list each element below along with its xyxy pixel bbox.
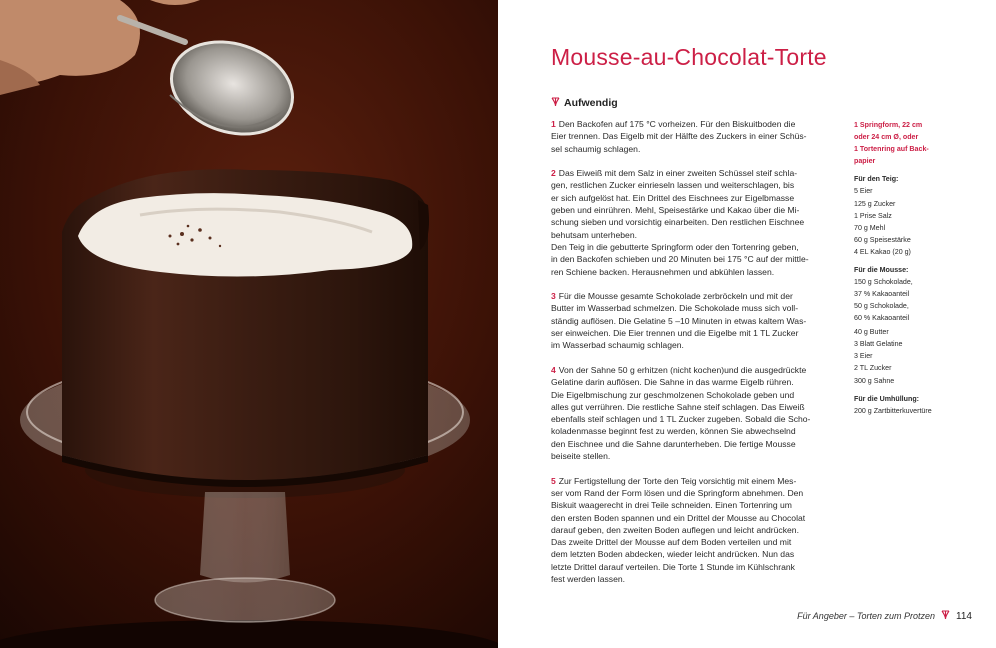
ingredient-item [854, 198, 964, 210]
instruction-text: Das Eiweiß mit dem Salz in einer zweiten Schüssel steif schla- [558, 168, 798, 179]
instruction-line [551, 413, 837, 425]
ingredient-item [854, 234, 964, 246]
ingredient-group-heading: Für den Teig: [854, 175, 899, 184]
ingredient-sidebar [854, 119, 964, 417]
instruction-text: fest werden lassen. [551, 573, 626, 584]
pan-note-line: 1 Tortenring auf Back- [854, 145, 929, 154]
whisk-icon [941, 610, 950, 622]
instruction-step [551, 118, 837, 155]
ingredient-text: 1 Prise Salz [854, 211, 892, 220]
chapter-breadcrumb: Für Angeber – Torten zum Protzen [797, 611, 936, 621]
instruction-line [551, 339, 837, 351]
ingredient-item [854, 185, 964, 197]
instruction-line [551, 290, 837, 302]
instruction-line [551, 229, 837, 241]
instruction-line [551, 561, 837, 573]
instruction-text: schung sieben und vorsichtig einarbeiten. Den restlichen Eischnee [551, 217, 805, 228]
ingredient-text: 3 Eier [854, 352, 873, 361]
instruction-text: Biskuit waagerecht in drei Teile schneiden. Einen Tortenring um [551, 500, 792, 511]
instruction-line [551, 499, 837, 511]
instruction-text: beiseite stellen. [551, 451, 611, 462]
ingredient-text: 37 % Kakaoanteil [854, 290, 910, 299]
ingredient-text: 200 g Zartbitterkuvertüre [854, 406, 932, 415]
step-number: 5 [551, 475, 556, 486]
step-number: 4 [551, 364, 556, 375]
ingredient-text: 2 TL Zucker [854, 364, 892, 373]
instruction-list [551, 118, 837, 598]
instruction-text: Von der Sahne 50 g erhitzen (nicht kochen)und die ausgedrückte [558, 364, 807, 375]
instruction-text: ständig auflösen. Die Gelatine 5 –10 Minuten in etwas kaltem Was- [551, 315, 807, 326]
step-number: 1 [551, 119, 556, 129]
whisk-icon [551, 94, 560, 112]
instruction-line [551, 143, 837, 155]
difficulty-indicator [551, 94, 618, 112]
ingredient-text: 4 EL Kakao (20 g) [854, 247, 911, 256]
instruction-text: Butter im Wasserbad schmelzen. Die Schokolade muss sich voll- [551, 303, 799, 314]
recipe-title: Mousse-au-Chocolat-Torte [551, 44, 827, 70]
instruction-text: dem letzten Boden abdecken, wieder leicht andrücken. Nun das [551, 549, 795, 560]
instruction-text: darauf geben, den zweiten Boden auflegen und leicht andrücken. [551, 524, 799, 535]
instruction-line [551, 327, 837, 339]
ingredient-text: 60 % Kakaoanteil [854, 314, 910, 323]
instruction-line [551, 438, 837, 450]
instruction-line [551, 450, 837, 462]
ingredient-text: 5 Eier [854, 187, 873, 196]
ingredient-text: 300 g Sahne [854, 376, 895, 385]
ingredient-item [854, 302, 964, 323]
instruction-step [551, 364, 837, 462]
instruction-line [551, 266, 837, 278]
page-number: 114 [956, 610, 972, 622]
instruction-line [551, 167, 837, 179]
instruction-text: Für die Mousse gesamte Schokolade zerbröckeln und mit der [558, 291, 793, 302]
instruction-line [551, 204, 837, 216]
instruction-text: in den Backofen schieben und 20 Minuten bei 175 °C auf der mittle- [551, 254, 809, 265]
instruction-text: gen, restlichen Zucker einrieseln lassen und weiterschlagen, bis [551, 180, 795, 191]
step-number: 3 [551, 291, 556, 302]
ingredient-item [854, 338, 964, 350]
ingredient-text: 125 g Zucker [854, 199, 896, 208]
instruction-line [551, 487, 837, 499]
ingredient-item [854, 362, 964, 374]
instruction-step [551, 475, 837, 586]
instruction-text: den Eischnee und die Sahne darunterheben. Die fertige Mousse [551, 438, 796, 449]
ingredient-text: 40 g Butter [854, 328, 889, 337]
instruction-text: ren Schiene backen. Herausnehmen und abkühlen lassen. [551, 266, 775, 277]
instruction-text: sel schaumig schlagen. [551, 143, 641, 154]
instruction-text: Zur Fertigstellung der Torte den Teig vorsichtig mit einem Mes- [558, 475, 797, 486]
instruction-text: alles gut verrühren. Die restliche Sahne steif schlagen. Das Eiweiß [551, 401, 805, 412]
instruction-line [551, 475, 837, 487]
recipe-page [498, 0, 996, 648]
ingredient-item [854, 246, 964, 258]
instruction-line [551, 179, 837, 191]
instruction-text: Den Teig in die gebutterte Springform oder den Tortenring geben, [551, 241, 799, 252]
instruction-text: den ersten Boden spannen und ein Drittel der Mousse au Chocolat [551, 512, 806, 523]
instruction-text: behutsam unterheben. [551, 229, 638, 240]
instruction-line [551, 425, 837, 437]
difficulty-label: Aufwendig [564, 97, 618, 109]
pan-note-line: 1 Springform, 22 cm [854, 121, 923, 129]
instruction-text: Den Backofen auf 175 °C vorheizen. Für den Biskuitboden die [558, 119, 796, 129]
instruction-line [551, 536, 837, 548]
instruction-step [551, 167, 837, 278]
ingredient-text: 60 g Speisestärke [854, 235, 911, 244]
instruction-line [551, 376, 837, 388]
instruction-text: ser einweichen. Die Eier trennen und die Eigelbe mit 1 TL Zucker [551, 328, 799, 339]
ingredient-item [854, 326, 964, 338]
ingredient-item [854, 278, 964, 299]
ingredient-item [854, 375, 964, 387]
ingredient-text: 50 g Schokolade, [854, 302, 909, 311]
instruction-line [551, 364, 837, 376]
instruction-line [551, 118, 837, 130]
instruction-text: geben und einrühren. Mehl, Speisestärke und Kakao über die Mi- [551, 205, 800, 216]
ingredient-item [854, 210, 964, 222]
instruction-text: Eier trennen. Das Eigelb mit der Hälfte des Zuckers in einer Schüs- [551, 131, 807, 142]
instruction-text: koladenmasse beginnt fest zu werden, können Sie abwechselnd [551, 426, 796, 437]
instruction-text: letzte Drittel darauf verteilen. Die Torte 1 Stunde im Kühlschrank [551, 561, 795, 572]
instruction-line [551, 192, 837, 204]
instruction-text: Das zweite Drittel der Mousse auf dem Boden verteilen und mit [551, 537, 792, 548]
instruction-text: im Wasserbad schaumig schlagen. [551, 340, 684, 351]
instruction-line [551, 216, 837, 228]
pan-note-line: oder 24 cm Ø, oder [854, 133, 919, 142]
instruction-line [551, 302, 837, 314]
instruction-text: ser vom Rand der Form lösen und die Springform abnehmen. Den [551, 487, 804, 498]
instruction-line [551, 315, 837, 327]
ingredient-item [854, 405, 964, 417]
instruction-line [551, 389, 837, 401]
instruction-line [551, 524, 837, 536]
ingredient-item [854, 350, 964, 362]
page-footer [797, 610, 972, 622]
instruction-line [551, 512, 837, 524]
baking-pan-note [854, 119, 964, 167]
ingredient-group-heading: Für die Mousse: [854, 266, 909, 275]
step-number: 2 [551, 168, 556, 179]
ingredient-item [854, 222, 964, 234]
instruction-line [551, 548, 837, 560]
instruction-line [551, 401, 837, 413]
instruction-line [551, 253, 837, 265]
ingredient-group-heading: Für die Umhüllung: [854, 394, 920, 403]
ingredient-text: 150 g Schokolade, [854, 278, 913, 287]
instruction-text: Gelatine darin auflösen. Die Sahne in das warme Eigelb rühren. [551, 377, 794, 388]
instruction-step [551, 290, 837, 351]
ingredient-text: 70 g Mehl [854, 223, 886, 232]
instruction-text: er sich aufgelöst hat. Ein Drittel des Eischnees zur Eigelbmasse [551, 192, 795, 203]
instruction-text: Die Eigelbmischung zur geschmolzenen Schokolade geben und [551, 389, 795, 400]
instruction-text: ebenfalls steif schlagen und 1 TL Zucker zugeben. Sobald die Scho- [551, 414, 811, 425]
instruction-line [551, 573, 837, 585]
pan-note-line: papier [854, 157, 876, 166]
ingredient-text: 3 Blatt Gelatine [854, 340, 903, 349]
instruction-line [551, 241, 837, 253]
instruction-line [551, 130, 837, 142]
